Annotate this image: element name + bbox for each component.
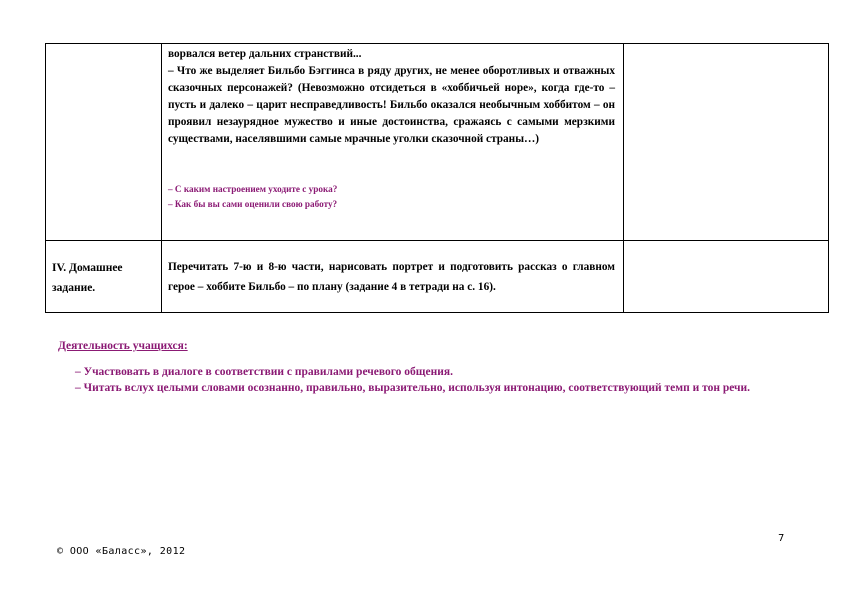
activity-title: Деятельность учащихся: bbox=[58, 340, 188, 352]
notes-cell bbox=[624, 241, 829, 313]
page-number: 7 bbox=[778, 533, 785, 544]
reflection-question: – С каким настроением уходите с урока? bbox=[168, 184, 338, 194]
dialogue-text bbox=[162, 44, 623, 148]
stage-cell bbox=[46, 241, 162, 313]
list-item: – Участвовать в диалоге в соответствии с правилами речевого общения. bbox=[75, 366, 453, 378]
homework-text: Перечитать 7-ю и 8-ю части, нарисовать портрет и подготовить рассказ о главном герое – хоббите Бильбо – по плану (задание 4 в тетради на с. 16). bbox=[168, 261, 615, 293]
reflection-question: – Как бы вы сами оценили свою работу? bbox=[168, 199, 338, 209]
reflection-questions bbox=[162, 182, 623, 212]
stage-cell-empty bbox=[46, 44, 162, 241]
student-activity bbox=[58, 340, 788, 396]
table-row bbox=[46, 241, 829, 313]
table-row bbox=[46, 44, 829, 241]
content-cell bbox=[162, 44, 624, 241]
stage-label: IV. Домашнее задание. bbox=[52, 262, 123, 294]
dialogue-line: – Что же выделяет Бильбо Бэггинса в ряду других, не менее оборотливых и отважных сказочных персонажей? (Невозможно отсидеться в «хоббичьей норе», когда где-то – пусть и далеко – царит несправедливость! Бильбо оказался необычным хоббитом – он проявил незаурядное мужество и иные достоинства, сражаясь с самыми мерзкими существами, населявшими самые мрачные уголки сказочной страны…) bbox=[168, 65, 615, 145]
notes-cell bbox=[624, 44, 829, 241]
footer-copyright: © ООО «Баласс», 2012 bbox=[57, 546, 186, 557]
list-item: – Читать вслух целыми словами осознанно, правильно, выразительно, используя интонацию, соответствующий темп и тон речи. bbox=[75, 382, 751, 394]
dialogue-line: ворвался ветер дальних странствий... bbox=[168, 48, 362, 60]
homework-cell bbox=[162, 241, 624, 313]
activity-list bbox=[58, 364, 788, 396]
lesson-table bbox=[45, 43, 829, 313]
